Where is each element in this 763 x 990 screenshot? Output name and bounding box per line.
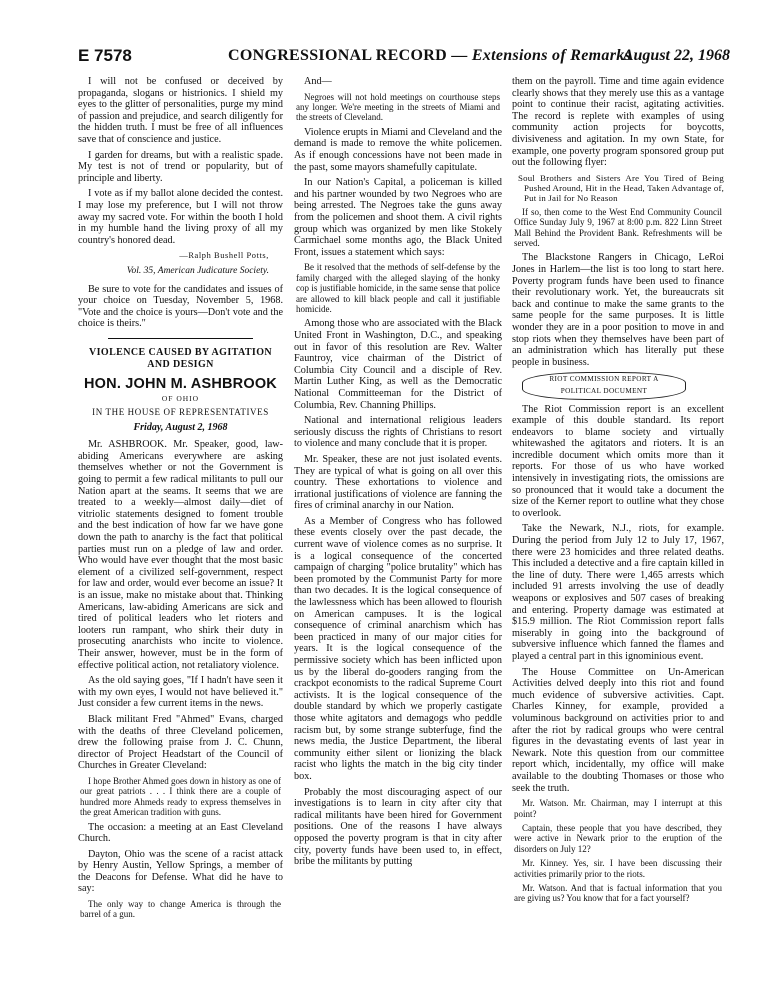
speaker-name: HON. JOHN M. ASHBROOK <box>84 375 277 392</box>
speech-date: Friday, August 2, 1968 <box>133 421 228 433</box>
section-title: VIOLENCE CAUSED BY AGITATION AND DESIGN <box>89 346 272 370</box>
flyer-text: If so, then come to the West End Community Council Office Sunday July 9, 1967 at 8:00 p.m. 822 Linn Street Mall Behind the Provident Bank. Refreshments will be served. <box>514 206 722 248</box>
paragraph: And— <box>304 76 332 87</box>
page-number: E 7578 <box>78 46 132 65</box>
column-middle <box>294 76 502 980</box>
quotation: I hope Brother Ahmed goes down in history as one of our great patriots . . . I think there are a couple of hundred more Ahmeds ready to express themselves in the great American tradition with guns. <box>80 775 281 818</box>
title-main: CONGRESSIONAL RECORD — <box>228 47 468 64</box>
paragraph: National and international religious leaders seriously discuss the rights of Christians to resort to violence and many conclude that it is proper. <box>294 415 502 450</box>
paragraph: I will not be confused or deceived by propaganda, slogans or histrionics. I shield my eyes to the glitter of personalities, purge my mind of passion and prejudice, and search diligently for the hidden truth. I must be free of all influences save that of conscience and justice. <box>78 76 283 145</box>
paragraph: Violence erupts in Miami and Cleveland and the demand is made to remove the white policemen. As if enough concessions have not been made in the past, some mayors shamefully capitulate. <box>294 126 502 173</box>
paragraph: The Riot Commission report is an excellent example of this double standard. Its report endeavors to blame society and virtually whitewashed the agitators and rioters. It is an incredible document which omits more than it reports. For those of us who have worked intensively in investigating riots, the omissions are so pronounced that it would take a document the size of the Kerner report to outline what they chose to overlook. <box>512 403 724 519</box>
paragraph: I garden for dreams, but with a realistic spade. My test is not of trend or popularity, but of principle and liberty. <box>78 149 283 184</box>
paragraph: The House Committee on Un-American Activities delved deeply into this riot and found much evidence of subversive activities. Capt. Charles Kinney, for example, provided a voluminous background on activities prior to and after the riot by radical groups who were central figures in the devastating events of last year in Newark. Note this question from our committee report which, incidentally, my office will make available to the doubting Thomases or those who seek the truth. <box>512 666 724 794</box>
page-header <box>78 46 728 68</box>
paragraph: Take the Newark, N.J., riots, for example. During the period from July 12 to July 17, 1967, there were 23 homicides and three related deaths. This included a detective and a fire captain killed in the line of duty. There were 1,465 arrests which included 91 arrests involving the use of deadly weapons or explosives and 507 cases of breaking and entering. Property damage was estimated at $15.9 million. The Riot Commission report falls miserably in going into the background of subversive influence which fanned the flames and played a central part in this ignominious event. <box>512 523 724 662</box>
paragraph: As the old saying goes, "If I hadn't have seen it with my own eyes, I would not have believed it." Just consider a few current items in the news. <box>78 675 283 710</box>
paragraph: Probably the most discouraging aspect of our investigations is to learn in city after city that radical militants have been hired for Government positions. One of the reasons I have always opposed the poverty program is that in city after city, poverty funds have been used to, in effect, bribe the militants by putting <box>294 786 502 868</box>
publication-title <box>228 47 631 65</box>
chamber-line: IN THE HOUSE OF REPRESENTATIVES <box>92 407 269 418</box>
paragraph: As a Member of Congress who has followed these events closely over the past decade, the current wave of violence comes as no surprise. It is a logical consequence of the concerted campaign of charging "police brutality" which has been promoted by the Communist Party for more than two decades. It is the logical consequence of the lawlessness which has been allowed to flourish on American campuses. It is the logical consequence of criminal anarchism which has been practiced in many of our major cities for years. It is the logical consequence of the permissive society which has been inflicted upon us by the liberal do-gooders ranging from the crackpot economists to the radical Supreme Court activists. It is the logical consequence of the double standard by which we properly castigate those white agitators and demagogs who peddle racism but, by some strange subterfuge, find the news media, the Justice Department, the liberal community either silent or lionizing the black racist who lights the match in the big city tinder box. <box>294 515 502 782</box>
paragraph: Among those who are associated with the Black United Front in Washington, D.C., and speaking out in favor of this resolution are Rev. Walter Fauntroy, vice chairman of the District of Columbia City Council and a disciple of Rev. Martin Luther King, as well as the Democratic National Committeeman for the District of Columbia, Rev. Channing Phillips. <box>294 318 502 411</box>
section-subhead: RIOT COMMISSION REPORT A POLITICAL DOCUMENT <box>522 372 686 399</box>
title-extensions: Extensions of Remarks <box>467 47 632 64</box>
signature: —Ralph Bushell Potts, <box>179 251 269 261</box>
column-left <box>78 76 283 980</box>
flyer-headline: Soul Brothers and Sisters Are You Tired of Being Pushed Around, Hit in the Head, Taken Advantage of, Put in Jail for No Reason <box>518 172 724 203</box>
transcript-line: Captain, these people that you have described, they were active in Newark prior to the eruption of the disorders on July 12? <box>514 822 722 854</box>
paragraph: In our Nation's Capital, a policeman is killed and his partner wounded by two Negroes who are being arrested. The Negroes take the guns away from the policemen and shoot them. A civil rights group which was organized by men like Stokely Carmichael some months ago, the Black United Front, issues a statement which says: <box>294 177 502 258</box>
paragraph: Black militant Fred "Ahmed" Evans, charged with the deaths of three Cleveland policemen, drew the following praise from J. C. Chunn, director of Project Headstart of the Council of Churches in Greater Cleveland: <box>78 713 283 772</box>
paragraph: I vote as if my ballot alone decided the contest. I may lose my preference, but I will not throw away my sacred vote. For within the booth I hold in my humble hand the living proxy of all my country's honored dead. <box>78 188 283 246</box>
issue-date: August 22, 1968 <box>622 47 730 64</box>
section-divider <box>108 338 253 339</box>
transcript-line: Mr. Watson. And that is factual information that you are giving us? You know that for a fact yourself? <box>514 882 722 904</box>
paragraph: The Blackstone Rangers in Chicago, LeRoi Jones in Harlem—the list is too long to start here. Poverty program funds have been used to finance their revolutionary work. Yet, the bureaucrats sit back and continue to make the same grants to the same people for the same purposes. It is little wonder they are in a poor position to move in and stop riots when they themselves have been part of an administration which has literally put these people in business. <box>512 252 724 368</box>
column-right <box>512 76 724 980</box>
paragraph: Mr. Speaker, these are not just isolated events. They are typical of what is going on all over this country. These exhortations to violence and irrational justifications of violence are fanning the fires of criminal anarchy in our Nation. <box>294 453 502 512</box>
paragraph: The occasion: a meeting at an East Cleveland Church. <box>78 821 283 845</box>
paragraph: them on the payroll. Time and time again evidence clearly shows that they merely use this as a vantage point to continue their racist, agitating activities. The record is replete with examples of using community action projects for boycotts, divisiveness and agitation. In my own State, for example, one poverty program sponsored group put out the following flyer: <box>512 76 724 169</box>
quotation: Negroes will not hold meetings on courthouse steps any longer. We're meeting in the streets of Miami and the streets of Cleveland. <box>296 91 500 123</box>
speaker-state: OF OHIO <box>161 394 200 404</box>
quotation: The only way to change America is through the barrel of a gun. <box>80 899 281 920</box>
transcript-line: Mr. Watson. Mr. Chairman, may I interrupt at this point? <box>514 798 722 819</box>
paragraph: Mr. ASHBROOK. Mr. Speaker, good, law-abiding Americans everywhere are asking themselves whether or not the Government is going to permit a few radical militants to pull our Nation apart at the seams. It seems that we are treated to a weekly—almost daily—diet of vitriolic statements designed to foment trouble and the best indication of how far we have gone down the path to anarchy is the fact that political parties must run on a pledge of law and order. Who would have ever thought that the most basic element of a civilized self-government, respect for law and order, would ever become an issue? It is an issue, make no mistake about that. Thinking Americans, law-abiding Americans are sick and tired of political leaders who let rioters and looters run rampant, who shirk their duty in prosecuting anarchists who incite to violence. Their answer, however, must be in the form of effective political action, not retaliatory violence. <box>78 439 283 671</box>
citation: Vol. 35, American Judicature Society. <box>126 265 269 276</box>
transcript-line: Mr. Kinney. Yes, sir. I have been discussing their activities primarily prior to the riots. <box>514 858 722 879</box>
quotation: Be it resolved that the methods of self-defense by the family charged with the alleged slaying of the honky cop is justifiable homicide, in the same sense that police are allowed to kill black people and call it justifiable homicide. <box>296 262 500 314</box>
paragraph: Be sure to vote for the candidates and issues of your choice on Tuesday, November 5, 1968. "Vote and the choice is yours—Don't vote and the choice is theirs." <box>78 283 283 330</box>
paragraph: Dayton, Ohio was the scene of a racist attack by Henry Austin, Yellow Springs, a member of the Deacons for Defense. What did he have to say: <box>78 848 283 895</box>
